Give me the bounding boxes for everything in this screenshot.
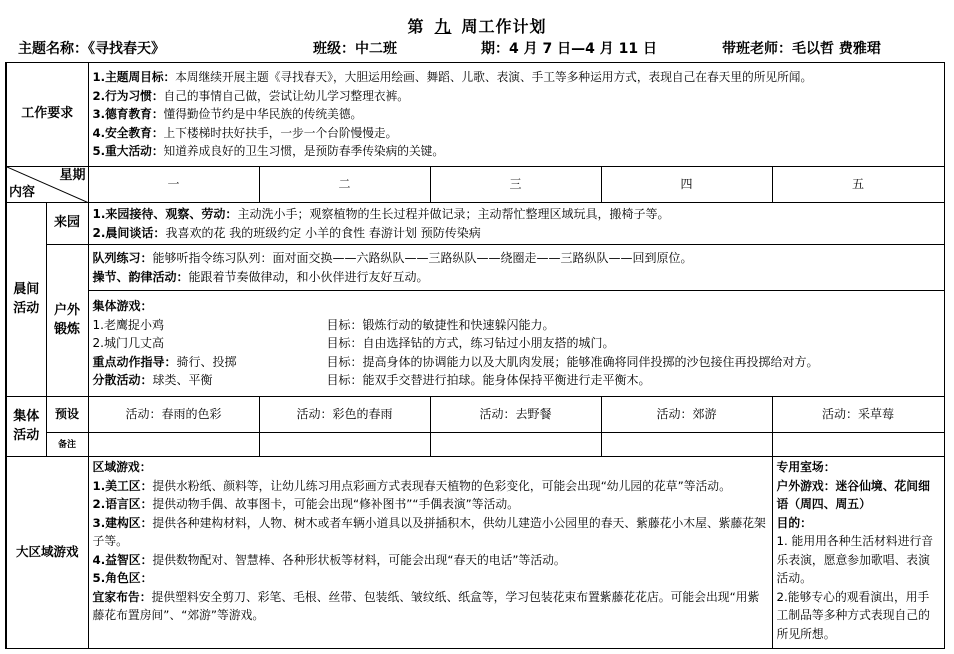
requirements-row bbox=[6, 63, 944, 167]
preset-row bbox=[6, 397, 944, 433]
activity-tuesday: 活动：彩色的春雨 bbox=[259, 397, 430, 433]
area-item: 2.语言区：提供动物手偶、故事图卡，可能会出现“修补图书”“手偶表演”等活动。 bbox=[92, 497, 519, 511]
note-label: 备注 bbox=[46, 433, 88, 457]
activity-friday: 活动：采草莓 bbox=[772, 397, 944, 433]
requirements-label: 工作要求 bbox=[6, 63, 88, 167]
arrival-content bbox=[88, 203, 944, 245]
games-row bbox=[6, 291, 944, 397]
activity-monday: 活动：春雨的色彩 bbox=[88, 397, 259, 433]
date-range: 期：4 月 7 日—4 月 11 日 bbox=[481, 41, 657, 57]
area-item: 宜家布告：提供塑料安全剪刀、彩笔、毛根、丝带、包装纸、皱纹纸、纸盒等，学习包装花束布置紫藤花花店。可能会出现“用紫藤花布置房间”、“郊游”等游戏。 bbox=[92, 589, 760, 622]
req-item: 3.德育教育：懂得勤俭节约是中华民族的传统美德。 bbox=[92, 107, 363, 122]
area-games-row bbox=[6, 457, 944, 649]
outdoor-row bbox=[6, 245, 944, 291]
weekday-diagonal-cell bbox=[6, 167, 88, 203]
morning-label: 晨间活动 bbox=[6, 203, 46, 397]
outdoor-item: 队列练习：能够听指令练习队列：面对面交换——六路纵队——三路纵队——绕圈走——三路纵队——回到原位。 bbox=[92, 251, 693, 265]
outdoor-label: 户外锻炼 bbox=[46, 245, 88, 397]
content-label: 内容 bbox=[9, 184, 36, 200]
note-wednesday bbox=[430, 433, 601, 457]
special-outdoor: 户外游戏：迷谷仙境、花间细语（周四、周五） bbox=[776, 478, 930, 511]
note-row bbox=[6, 433, 944, 457]
plan-meta bbox=[0, 38, 954, 58]
theme-name: 主题名称：《寻找春天》 bbox=[18, 41, 165, 57]
note-thursday bbox=[601, 433, 772, 457]
requirements-content bbox=[88, 63, 944, 167]
req-item: 4.安全教育：上下楼梯时扶好扶手，一步一个台阶慢慢走。 bbox=[92, 125, 398, 140]
plan-table bbox=[5, 62, 945, 649]
area-item: 1.美工区：提供水粉纸、颜料等，让幼儿练习用点彩画方式表现春天植物的色彩变化，可能会出现“幼儿园的花草”等活动。 bbox=[92, 478, 731, 493]
special-room-title: 专用室场： bbox=[776, 460, 836, 474]
group-games-title: 集体游戏： bbox=[92, 299, 153, 314]
focus-item: 重点动作指导：骑行、投掷 目标：提高身体的协调能力以及大肌肉发展；能够准确将同伴投掷的沙包接住再投掷给对方。 bbox=[92, 354, 819, 369]
teachers: 带班老师：毛以哲 费雅珺 bbox=[722, 41, 881, 57]
area-item: 3.建构区：提供各种建构材料，人物、树木或者车辆小道具以及拼插积木，供幼儿建造小公园里的春天、紫藤花小木屋、紫藤花架子等。 bbox=[92, 515, 766, 548]
req-item: 5.重大活动：知道养成良好的卫生习惯，是预防春季传染病的关键。 bbox=[92, 144, 445, 159]
area-games-label: 大区域游戏 bbox=[6, 457, 88, 649]
note-tuesday bbox=[259, 433, 430, 457]
weekday-header-row bbox=[6, 167, 944, 203]
class-name: 班级：中二班 bbox=[313, 41, 397, 57]
area-games-content bbox=[88, 457, 772, 649]
game-item: 1.老鹰捉小鸡 目标：锻炼行动的敏捷性和快速躲闪能力。 bbox=[92, 317, 555, 332]
req-item: 1.主题周目标：本周继续开展主题《寻找春天》，大胆运用绘画、舞蹈、儿歌、表演、手工等多种运用方式，表现自己在春天里的所见所闻。 bbox=[92, 70, 813, 85]
games-content bbox=[88, 291, 944, 397]
arrival-row bbox=[6, 203, 944, 245]
page-title: 第 九 周工作计划 bbox=[407, 17, 547, 36]
area-item: 5.角色区： bbox=[92, 571, 153, 585]
note-monday bbox=[88, 433, 259, 457]
activity-thursday: 活动：郊游 bbox=[601, 397, 772, 433]
day-tuesday: 二 bbox=[259, 167, 430, 203]
purpose-item: 1. 能用用各种生活材料进行音乐表演，愿意参加歌唱、表演活动。 bbox=[776, 534, 934, 585]
group-activity-label: 集体活动 bbox=[6, 397, 46, 457]
activity-wednesday: 活动：去野餐 bbox=[430, 397, 601, 433]
special-room-content bbox=[772, 457, 944, 649]
day-thursday: 四 bbox=[601, 167, 772, 203]
req-item: 2.行为习惯：自己的事情自己做，尝试让幼儿学习整理衣裤。 bbox=[92, 88, 409, 103]
preset-label: 预设 bbox=[46, 397, 88, 433]
area-item: 4.益智区：提供数物配对、智慧棒、各种形状板等材料，可能会出现“春天的电话”等活动。 bbox=[92, 552, 566, 567]
scattered-item: 分散活动：球类、平衡 目标：能双手交替进行拍球。能身体保持平衡进行走平衡木。 bbox=[92, 373, 651, 388]
day-wednesday: 三 bbox=[430, 167, 601, 203]
area-games-title: 区域游戏： bbox=[92, 460, 152, 474]
weekday-label: 星期 bbox=[59, 168, 86, 183]
outdoor-item: 操节、韵律活动：能跟着节奏做律动，和小伙伴进行友好互动。 bbox=[92, 269, 429, 284]
arrival-label: 来园 bbox=[46, 203, 88, 245]
outdoor-content bbox=[88, 245, 944, 291]
purpose-title: 目的： bbox=[776, 515, 812, 530]
note-friday bbox=[772, 433, 944, 457]
arrival-item: 2.晨间谈话：我喜欢的花 我的班级约定 小羊的食性 春游计划 预防传染病 bbox=[92, 225, 481, 240]
day-friday: 五 bbox=[772, 167, 944, 203]
arrival-item: 1.来园接待、观察、劳动：主动洗小手；观察植物的生长过程并做记录；主动帮忙整理区域玩具，搬椅子等。 bbox=[92, 207, 670, 221]
day-monday: 一 bbox=[88, 167, 259, 203]
game-item: 2.城门几丈高 目标：自由选择钻的方式，练习钻过小朋友搭的城门。 bbox=[92, 336, 615, 351]
purpose-item: 2.能够专心的观看演出，用手工制品等多种方式表现自己的所见所想。 bbox=[776, 589, 930, 641]
